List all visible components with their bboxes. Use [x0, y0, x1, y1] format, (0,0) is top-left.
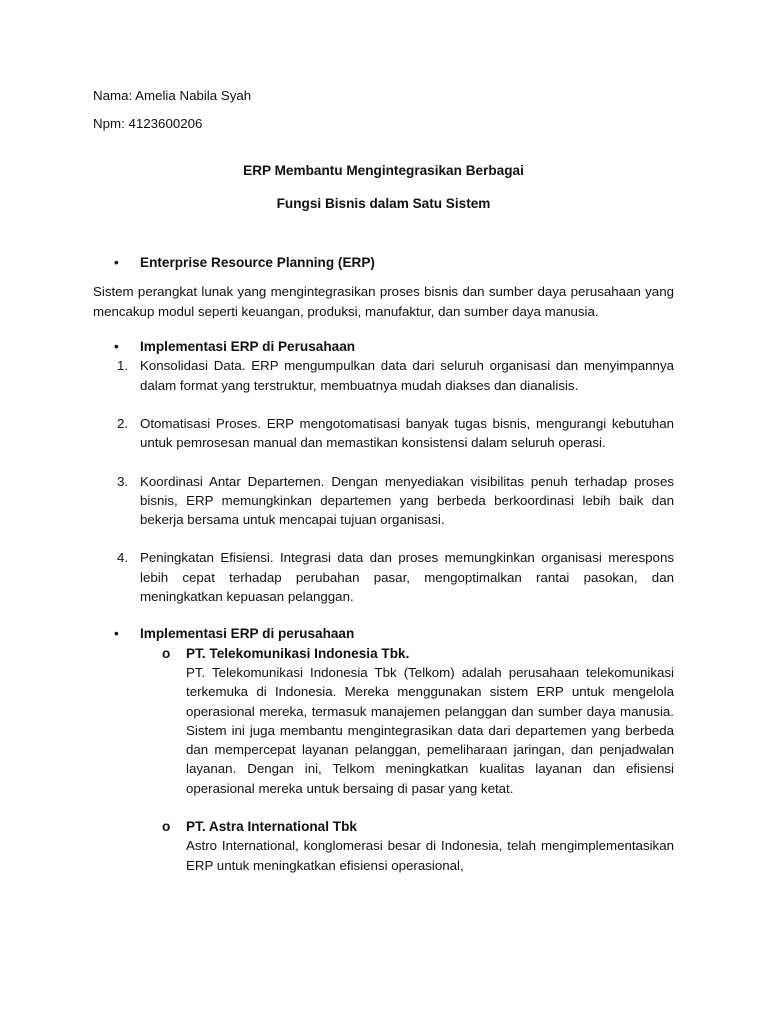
company-heading-astra [93, 817, 674, 836]
bullet-icon: • [114, 626, 119, 642]
document-page [93, 86, 674, 875]
company-heading-telkom [93, 644, 674, 663]
list-item-text: Konsolidasi Data. ERP mengumpulkan data dari seluruh organisasi dan menyimpannya dalam format yang terstruktur, membuatnya mudah diakses dan dianalisis. [140, 358, 674, 393]
erp-definition-paragraph: Sistem perangkat lunak yang mengintegrasikan proses bisnis dan sumber daya perusahaan yang mencakup modul seperti keuangan, produksi, manufaktur, dan sumber daya manusia. [93, 284, 674, 319]
circle-bullet-icon: o [162, 819, 171, 835]
company-description-telkom: PT. Telekomunikasi Indonesia Tbk (Telkom) adalah perusahaan telekomunikasi terkemuka di Indonesia. Mereka menggunakan sistem ERP untuk mengelola operasional mereka, termasuk manajemen pelanggan dan sumber daya manusia. Sistem ini juga membantu mengintegrasikan data dari departemen yang berbeda dan mempercepat layanan pelanggan, pemeliharaan jaringan, dan penjadwalan layanan. Dengan ini, Telkom meningkatkan kualitas layanan dan efisiensi operasional mereka untuk bersaing di pasar yang ketat. [186, 664, 674, 796]
company-name: PT. Telekomunikasi Indonesia Tbk. [186, 645, 410, 661]
section-heading-text: Enterprise Resource Planning (ERP) [140, 255, 375, 271]
list-item-text: Koordinasi Antar Departemen. Dengan menyediakan visibilitas penuh terhadap proses bisnis, ERP memungkinkan departemen yang berbeda berkoordinasi lebih baik dan bekerja bersama untuk mencapai tujuan organisasi. [140, 473, 674, 528]
list-number: 4. [117, 550, 129, 566]
title-line-1: ERP Membantu Mengintegrasikan Berbagai [243, 162, 524, 178]
student-npm: Npm: 4123600206 [93, 116, 203, 132]
bullet-icon: • [114, 339, 119, 355]
section-heading-text: Implementasi ERP di perusahaan [140, 626, 355, 642]
circle-bullet-icon: o [162, 645, 171, 661]
list-item [93, 356, 674, 395]
section-heading-implementasi-perusahaan [93, 624, 674, 643]
list-number: 1. [117, 358, 129, 374]
student-name: Nama: Amelia Nabila Syah [93, 88, 252, 103]
list-item [93, 414, 674, 453]
title-line-2: Fungsi Bisnis dalam Satu Sistem [276, 195, 491, 211]
list-item-text: Peningkatan Efisiensi. Integrasi data dan proses memungkinkan organisasi merespons lebih cepat terhadap perubahan pasar, mengoptimalkan rantai pasokan, dan meningkatkan kepuasan pelanggan. [140, 550, 674, 605]
document-title [93, 161, 674, 214]
section-heading-implementasi [93, 337, 674, 356]
section-heading-text: Implementasi ERP di Perusahaan [140, 339, 356, 355]
list-item [93, 472, 674, 530]
numbered-list [93, 356, 674, 606]
list-item [93, 548, 674, 606]
company-description-astra: Astro International, konglomerasi besar di Indonesia, telah mengimplementasikan ERP untuk meningkatkan efisiensi operasional, [186, 838, 674, 873]
list-number: 2. [117, 415, 129, 431]
bullet-icon: • [114, 255, 119, 271]
list-item-text: Otomatisasi Proses. ERP mengotomatisasi banyak tugas bisnis, mengurangi kebutuhan untuk pemrosesan manual dan memastikan konsistensi dalam seluruh operasi. [140, 415, 674, 451]
section-heading-erp [93, 253, 674, 272]
list-number: 3. [117, 473, 129, 489]
company-name: PT. Astra International Tbk [186, 819, 357, 835]
